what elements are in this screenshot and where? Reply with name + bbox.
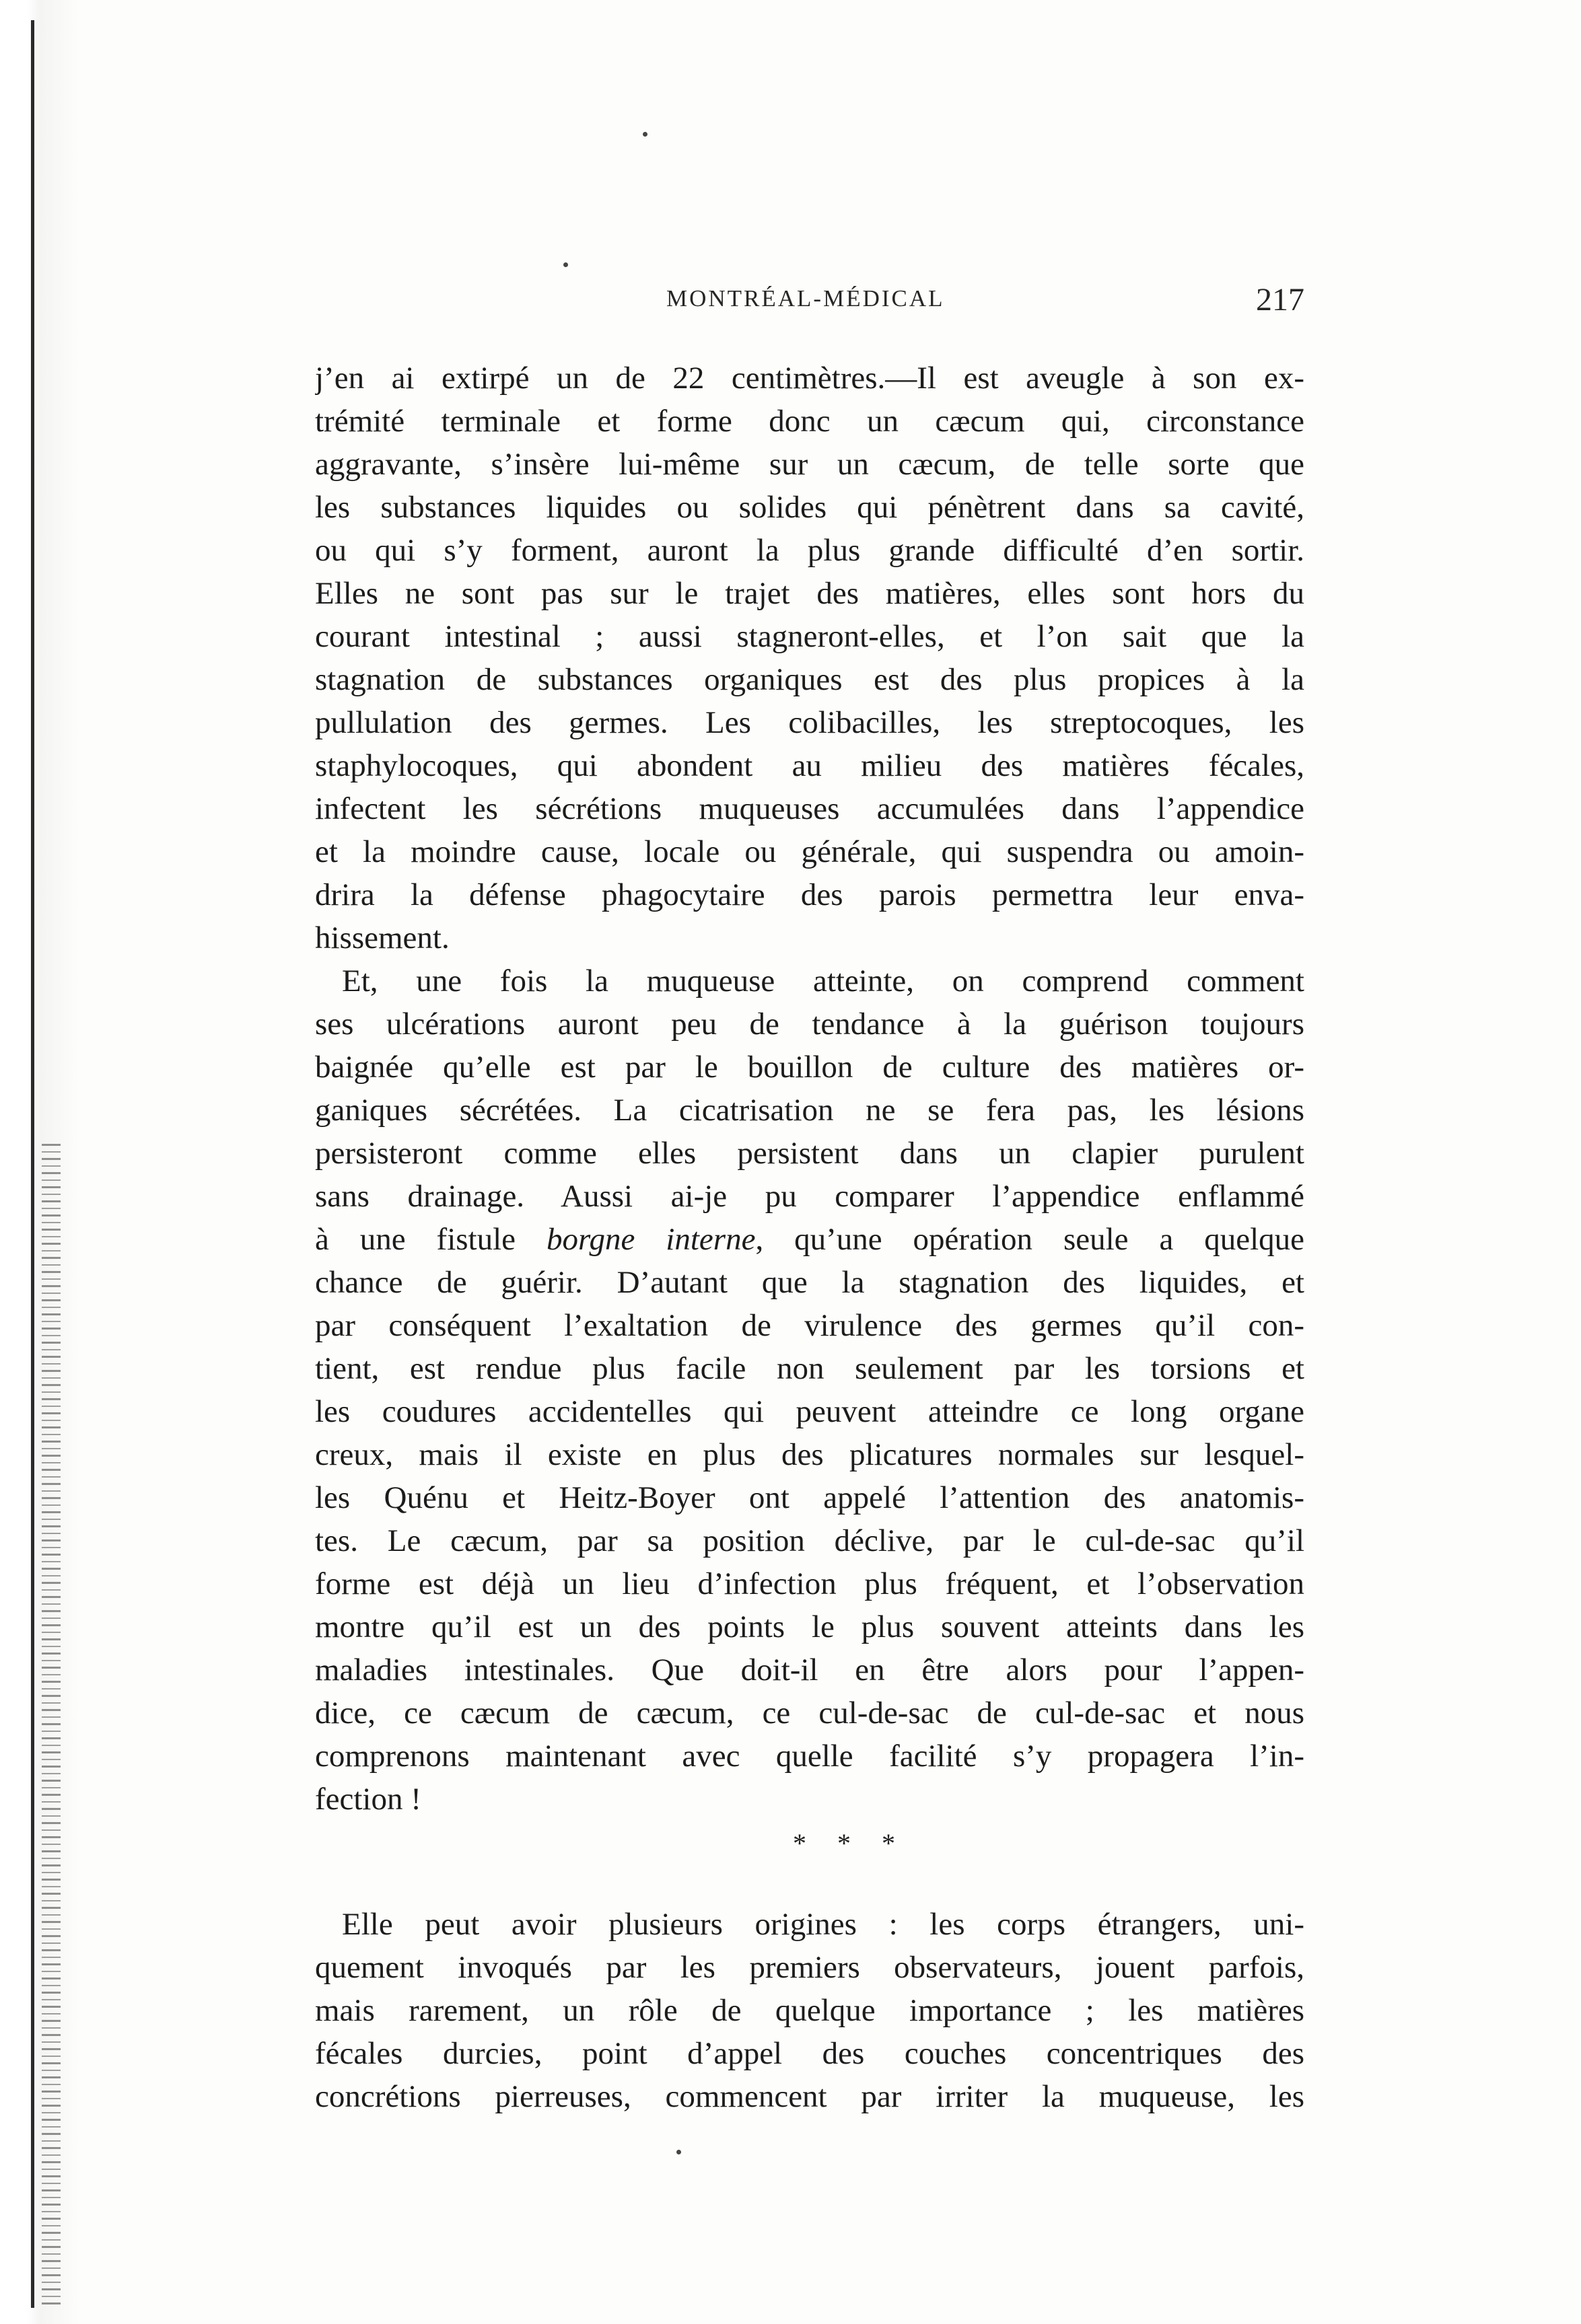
text-line: forme est déjà un lieu d’infection plus fréquent, et l’observation — [315, 1566, 1304, 1601]
text-line: les coudures accidentelles qui peuvent atteindre ce long organe — [315, 1394, 1304, 1429]
text-line: les substances liquides ou solides qui pénètrent dans sa cavité, — [315, 490, 1304, 525]
text-line: trémité terminale et forme donc un cæcum qui, circonstance — [315, 404, 1304, 439]
text-fragment: , qu’une opération seule a quelque — [755, 1222, 1304, 1257]
text-line: montre qu’il est un des points le plus souvent atteints dans les — [315, 1609, 1304, 1644]
text-line: Elle peut avoir plusieurs origines : les corps étrangers, uni- — [342, 1907, 1304, 1942]
text-fragment: à une fistule — [315, 1222, 547, 1257]
text-line: persisteront comme elles persistent dans un clapier purulent — [315, 1136, 1304, 1171]
text-line: pullulation des germes. Les colibacilles, les streptocoques, les — [315, 705, 1304, 740]
text-line: drira la défense phagocytaire des parois permettra leur enva- — [315, 877, 1304, 912]
text-line: Et, une fois la muqueuse atteinte, on comprend comment — [342, 964, 1304, 998]
text-line: chance de guérir. D’autant que la stagnation des liquides, et — [315, 1265, 1304, 1300]
running-title: MONTRÉAL-MÉDICAL — [666, 285, 945, 312]
text-line: fécales durcies, point d’appel des couches concentriques des — [315, 2036, 1304, 2071]
text-line: baignée qu’elle est par le bouillon de culture des matières or- — [315, 1050, 1304, 1085]
text-line: tes. Le cæcum, par sa position déclive, par le cul-de-sac qu’il — [315, 1523, 1304, 1558]
text-line: ses ulcérations auront peu de tendance à la guérison toujours — [315, 1007, 1304, 1042]
text-line: tient, est rendue plus facile non seulement par les torsions et — [315, 1351, 1304, 1386]
body-text — [315, 357, 1304, 2118]
text-line: staphylocoques, qui abondent au milieu des matières fécales, — [315, 748, 1304, 783]
text-line: sans drainage. Aussi ai-je pu comparer l’appendice enflammé — [315, 1179, 1304, 1214]
page-number: 217 — [1256, 282, 1304, 318]
binding-edge — [0, 0, 79, 2324]
text-line: concrétions pierreuses, commencent par irriter la muqueuse, les — [315, 2079, 1304, 2114]
text-line: quement invoqués par les premiers observateurs, jouent parfois, — [315, 1950, 1304, 1985]
section-separator: * * * — [793, 1828, 907, 1858]
text-line: par conséquent l’exaltation de virulence des germes qu’il con- — [315, 1308, 1304, 1343]
italic-term: borgne interne — [546, 1222, 756, 1257]
paragraph-2 — [315, 959, 1304, 1821]
text-line: aggravante, s’insère lui-même sur un cæcum, de telle sorte que — [315, 447, 1304, 482]
text-line: Elles ne sont pas sur le trajet des matières, elles sont hors du — [315, 576, 1304, 611]
text-line: stagnation de substances organiques est des plus propices à la — [315, 662, 1304, 697]
text-line: comprenons maintenant avec quelle facilité s’y propagera l’in- — [315, 1739, 1304, 1774]
text-line: maladies intestinales. Que doit-il en être alors pour l’appen- — [315, 1653, 1304, 1687]
binding-specks — [42, 1144, 61, 2308]
text-line: fection ! — [315, 1782, 421, 1817]
text-line: infectent les sécrétions muqueuses accumulées dans l’appendice — [315, 791, 1304, 826]
binding-line — [31, 20, 34, 2308]
text-line: les Quénu et Heitz-Boyer ont appelé l’attention des anatomis- — [315, 1480, 1304, 1515]
text-line: et la moindre cause, locale ou générale, qui suspendra ou amoin- — [315, 834, 1304, 869]
text-line: courant intestinal ; aussi stagneront-elles, et l’on sait que la — [315, 619, 1304, 654]
text-line-italic — [315, 1218, 1304, 1261]
text-line: dice, ce cæcum de cæcum, ce cul-de-sac de cul-de-sac et nous — [315, 1696, 1304, 1731]
text-line: hissement. — [315, 920, 450, 955]
ink-speck — [563, 262, 568, 267]
text-line: mais rarement, un rôle de quelque importance ; les matières — [315, 1993, 1304, 2028]
running-head — [315, 281, 1304, 322]
text-line: ou qui s’y forment, auront la plus grande difficulté d’en sortir. — [315, 533, 1304, 568]
ink-speck — [643, 132, 647, 137]
ink-speck — [676, 2150, 681, 2154]
text-line: ganiques sécrétées. La cicatrisation ne se fera pas, les lésions — [315, 1093, 1304, 1128]
text-line: creux, mais il existe en plus des plicatures normales sur lesquel- — [315, 1437, 1304, 1472]
paragraph-3 — [315, 1903, 1304, 2118]
text-line: j’en ai extirpé un de 22 centimètres.—Il est aveugle à son ex- — [315, 361, 1304, 396]
paragraph-1 — [315, 357, 1304, 959]
